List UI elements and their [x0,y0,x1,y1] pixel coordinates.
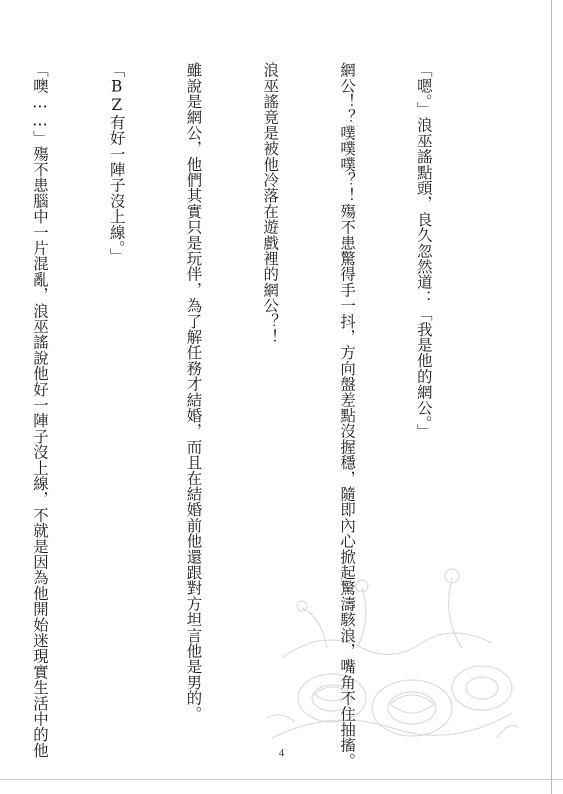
paragraph: 「BZ有好一陣子沒上線。」 [107,62,126,264]
paragraph: 浪巫謠竟是被他冷落在遊戲裡的網公？！ [261,62,280,345]
page-number: 4 [278,747,285,759]
vertical-text-body [0,62,487,769]
paragraph: 雖說是網公，他們其實只是玩伴，為了解任務才結婚，而且在結婚前他還跟對方坦言他是男的。 [184,62,203,722]
page-edge-right [551,0,552,794]
paragraph: 「嗯。」浪巫謠點頭，良久忽然道：「我是他的網公。」 [414,62,433,440]
paragraph: 「噢……」殤不患腦中一片混亂，浪巫謠說他好一陣子沒上線，不就是因為他開始迷現實生活中的他 [30,62,49,758]
page-edge-bottom [0,779,563,780]
paragraph: 網公！？噗噗噗？！殤不患驚得手一抖，方向盤差點沒握穩，隨即內心掀起驚濤駭浪，嘴角不住抽搐。 [338,62,357,769]
